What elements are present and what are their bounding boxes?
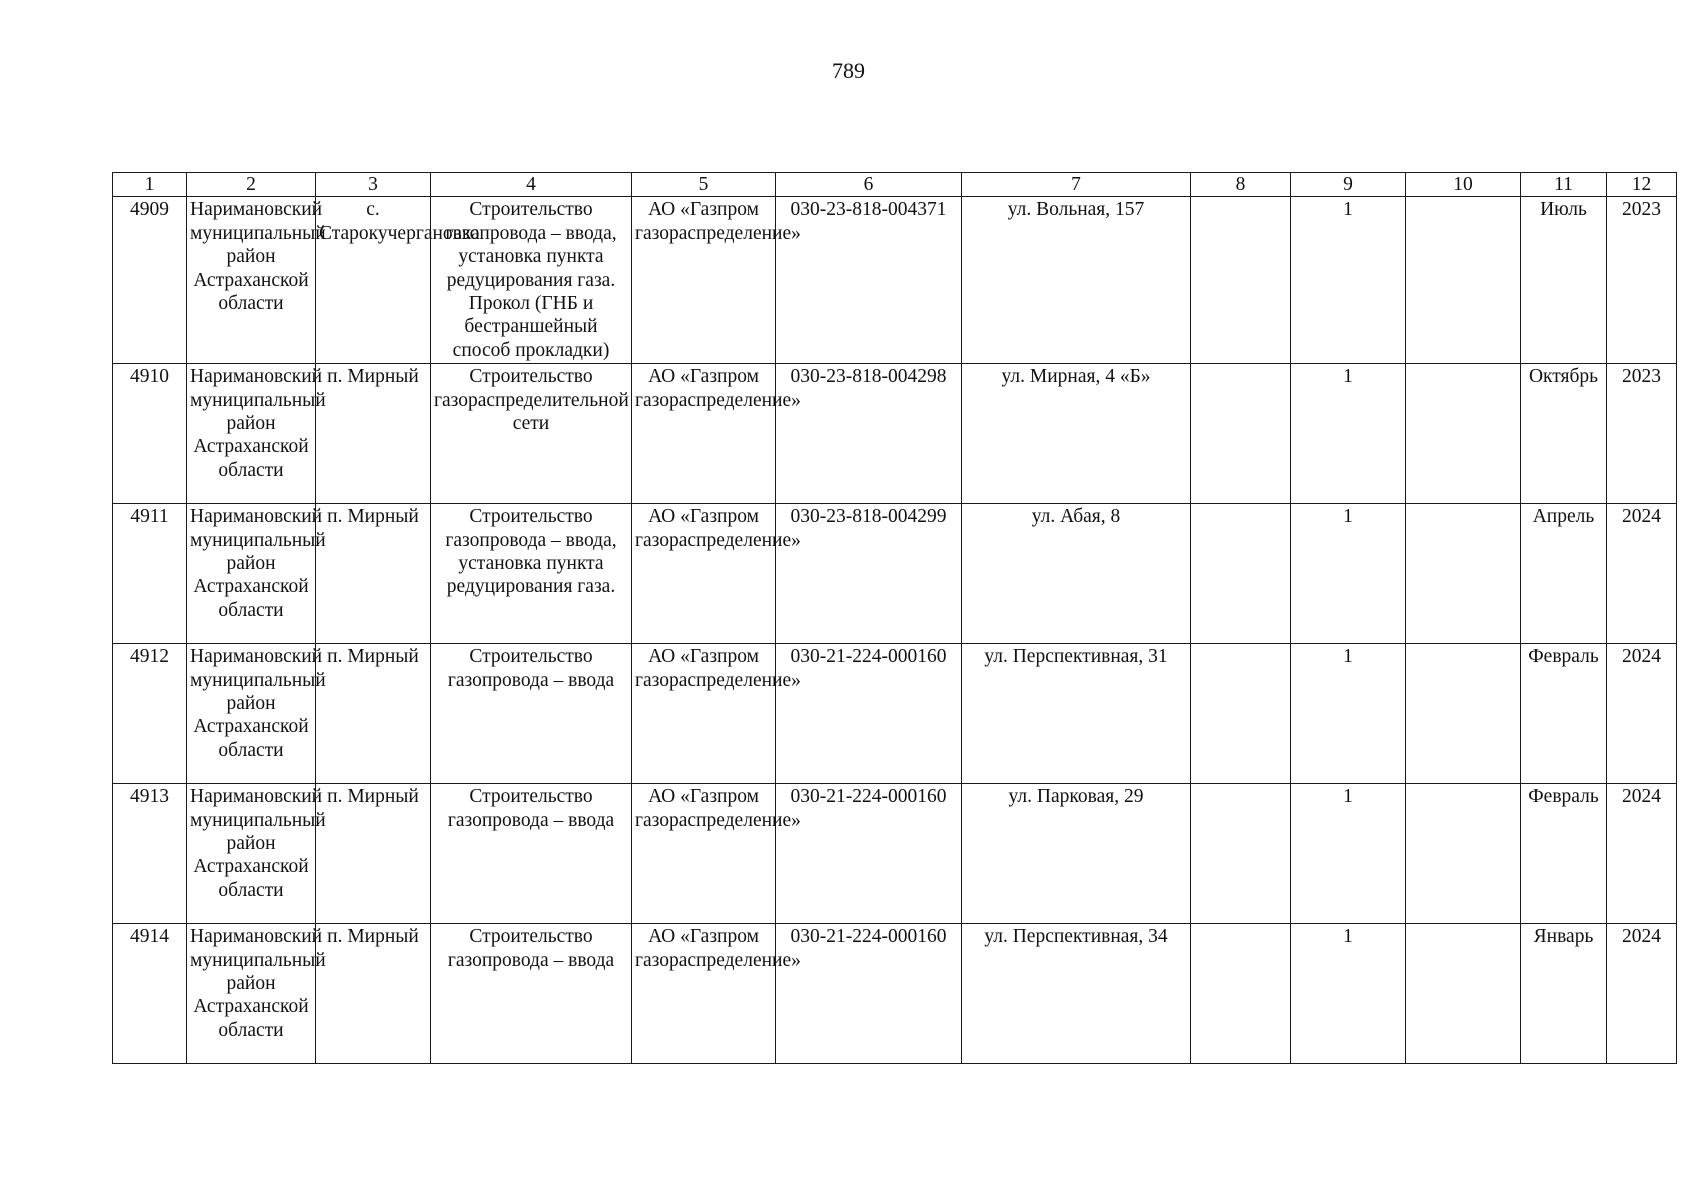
column-9-cell: 1: [1291, 504, 1406, 644]
month-cell: Апрель: [1521, 504, 1607, 644]
district-cell: Наримановский муниципальный район Астраханской области: [187, 504, 316, 644]
column-header: 4: [431, 173, 632, 197]
address-cell: ул. Парковая, 29: [962, 784, 1191, 924]
column-9-cell: 1: [1291, 197, 1406, 364]
year-cell: 2023: [1607, 197, 1677, 364]
district-cell: Наримановский муниципальный район Астраханской области: [187, 197, 316, 364]
row-number: 4911: [113, 504, 187, 644]
organization-cell: АО «Газпром газораспределение»: [632, 504, 776, 644]
month-cell: Февраль: [1521, 784, 1607, 924]
work-description-cell: Строительство газопровода – ввода: [431, 924, 632, 1064]
code-cell: 030-21-224-000160: [776, 924, 962, 1064]
year-cell: 2023: [1607, 364, 1677, 504]
address-cell: ул. Перспективная, 31: [962, 644, 1191, 784]
column-8-cell: [1191, 784, 1291, 924]
district-cell: Наримановский муниципальный район Астраханской области: [187, 924, 316, 1064]
table-row: [113, 644, 1677, 784]
column-header: 12: [1607, 173, 1677, 197]
row-number: 4909: [113, 197, 187, 364]
column-header: 3: [316, 173, 431, 197]
month-cell: Январь: [1521, 924, 1607, 1064]
column-8-cell: [1191, 504, 1291, 644]
district-cell: Наримановский муниципальный район Астраханской области: [187, 784, 316, 924]
address-cell: ул. Вольная, 157: [962, 197, 1191, 364]
column-8-cell: [1191, 364, 1291, 504]
settlement-cell: п. Мирный: [316, 784, 431, 924]
year-cell: 2024: [1607, 784, 1677, 924]
settlement-cell: п. Мирный: [316, 644, 431, 784]
column-9-cell: 1: [1291, 784, 1406, 924]
row-number: 4913: [113, 784, 187, 924]
column-header: 5: [632, 173, 776, 197]
organization-cell: АО «Газпром газораспределение»: [632, 644, 776, 784]
column-header: 2: [187, 173, 316, 197]
column-header: 6: [776, 173, 962, 197]
column-header: 10: [1406, 173, 1521, 197]
column-9-cell: 1: [1291, 924, 1406, 1064]
work-description-cell: Строительство газопровода – ввода: [431, 784, 632, 924]
settlement-cell: с. Старокучергановка: [316, 197, 431, 364]
address-cell: ул. Абая, 8: [962, 504, 1191, 644]
organization-cell: АО «Газпром газораспределение»: [632, 364, 776, 504]
row-number: 4914: [113, 924, 187, 1064]
code-cell: 030-21-224-000160: [776, 644, 962, 784]
table-row: [113, 924, 1677, 1064]
table-row: [113, 197, 1677, 364]
data-table: [112, 172, 1677, 1064]
column-header: 9: [1291, 173, 1406, 197]
table-row: [113, 504, 1677, 644]
code-cell: 030-23-818-004299: [776, 504, 962, 644]
table-row: [113, 364, 1677, 504]
column-10-cell: [1406, 197, 1521, 364]
organization-cell: АО «Газпром газораспределение»: [632, 924, 776, 1064]
column-9-cell: 1: [1291, 644, 1406, 784]
year-cell: 2024: [1607, 504, 1677, 644]
table-row: [113, 784, 1677, 924]
month-cell: Февраль: [1521, 644, 1607, 784]
code-cell: 030-23-818-004371: [776, 197, 962, 364]
column-9-cell: 1: [1291, 364, 1406, 504]
work-description-cell: Строительство газопровода – ввода, установка пункта редуцирования газа.: [431, 504, 632, 644]
column-8-cell: [1191, 644, 1291, 784]
column-8-cell: [1191, 197, 1291, 364]
header-row: [113, 173, 1677, 197]
work-description-cell: Строительство газопровода – ввода: [431, 644, 632, 784]
address-cell: ул. Перспективная, 34: [962, 924, 1191, 1064]
column-10-cell: [1406, 924, 1521, 1064]
column-header: 1: [113, 173, 187, 197]
column-10-cell: [1406, 644, 1521, 784]
address-cell: ул. Мирная, 4 «Б»: [962, 364, 1191, 504]
month-cell: Июль: [1521, 197, 1607, 364]
organization-cell: АО «Газпром газораспределение»: [632, 197, 776, 364]
work-description-cell: Строительство газопровода – ввода, установка пункта редуцирования газа. Прокол (ГНБ и бестраншейный способ прокладки): [431, 197, 632, 364]
code-cell: 030-23-818-004298: [776, 364, 962, 504]
settlement-cell: п. Мирный: [316, 364, 431, 504]
column-10-cell: [1406, 364, 1521, 504]
year-cell: 2024: [1607, 644, 1677, 784]
column-8-cell: [1191, 924, 1291, 1064]
settlement-cell: п. Мирный: [316, 924, 431, 1064]
year-cell: 2024: [1607, 924, 1677, 1064]
column-10-cell: [1406, 504, 1521, 644]
page-number: 789: [832, 58, 865, 83]
month-cell: Октябрь: [1521, 364, 1607, 504]
column-10-cell: [1406, 784, 1521, 924]
district-cell: Наримановский муниципальный район Астраханской области: [187, 364, 316, 504]
row-number: 4910: [113, 364, 187, 504]
organization-cell: АО «Газпром газораспределение»: [632, 784, 776, 924]
column-header: 7: [962, 173, 1191, 197]
district-cell: Наримановский муниципальный район Астраханской области: [187, 644, 316, 784]
settlement-cell: п. Мирный: [316, 504, 431, 644]
row-number: 4912: [113, 644, 187, 784]
work-description-cell: Строительство газораспределительной сети: [431, 364, 632, 504]
column-header: 11: [1521, 173, 1607, 197]
code-cell: 030-21-224-000160: [776, 784, 962, 924]
column-header: 8: [1191, 173, 1291, 197]
